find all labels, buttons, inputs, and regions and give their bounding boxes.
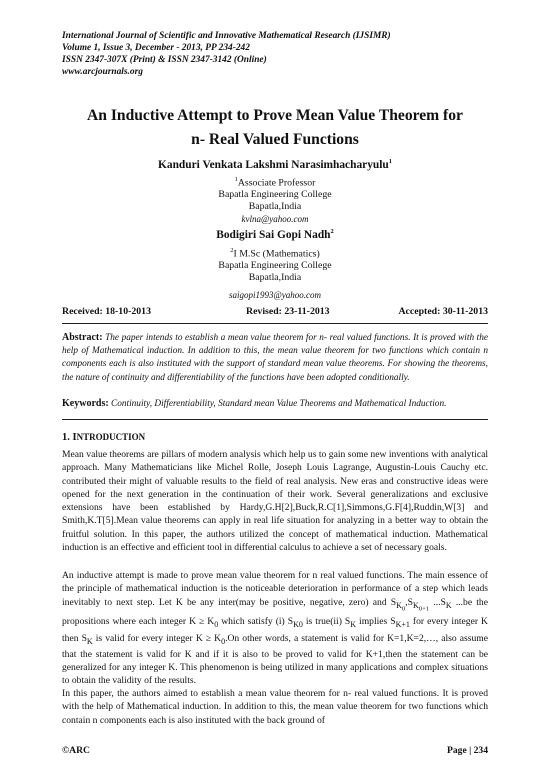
author-2-affiliation: $^2$I M.Sc (Mathematics) Bapatla Engineering College Bapatla,India <box>218 247 332 284</box>
abstract-text: The paper intends to establish a mean value theorem for n- real valued functions. It is proved with the help of Mathematical induction. In addition to this, the mean value theorem for two functions which contain n components each is also instituted with the support of standard mean value theorems. For showing the theorems, the nature of continuity and differentiability of the functions have been adopted conditionally. <box>62 333 489 383</box>
journal-issn: ISSN 2347-307X (Print) & ISSN 2347-3142 (Online) <box>62 55 267 65</box>
author-2-name: Bodigiri Sai Gopi Nadh$^2$ <box>216 228 334 241</box>
journal-url: www.arcjournals.org <box>62 67 143 77</box>
paper-title-line2: n- Real Valued Functions <box>191 131 359 148</box>
keywords-label: Keywords: <box>62 398 109 409</box>
author-2-email: saigopi1993@yahoo.com <box>228 290 322 300</box>
journal-header <box>62 30 391 78</box>
keywords <box>62 397 488 411</box>
section-heading: 1. INTRODUCTION <box>62 432 146 443</box>
footer-publisher: ©ARC <box>62 745 90 756</box>
revised-date: Revised: 23-11-2013 <box>246 306 330 317</box>
paragraph-2: An inductive attempt is made to prove mean value theorem for n real valued functions. The main essence of the principle of mathematical induction is the noticeable deterioration in performance of a step which leads inevitably to next step. Let K be any inter(may be positive, negative, zero) and $S_{K_0},S_{K_{0+1}}$ $...S_K$ ...be the propositions where each integer $K \ge K_0$ which satisfy (i) $S_{K0}$ is true(ii) $S_K$ implies $S_{K+1}$ for every integer K then $S_K$ is valid for every integer $K \ge K_0.On$ other words, a statement is valid for K=1,K=2,…, also assume that the statement is valid for K and if it is also to be proved to valid for K+1,then the statement can be generalized for any integer K. This phenomenon is being utilized in many applications and complex situations to obtain the validity of the results. <box>62 570 488 687</box>
author-1-email: kvlna@yahoo.com <box>241 214 309 225</box>
keywords-text: Continuity, Differentiability, Standard mean Value Theorems and Mathematical Induction. <box>111 399 447 409</box>
abstract <box>62 331 488 385</box>
divider-bottom <box>62 419 488 420</box>
paragraph-1: Mean value theorems are pillars of modern analysis which help us to gain some new inventions with analytical approach. Many Mathematicians like Michel Rolle, Joseph Louis Lagrange, Augustin-Louis Cauchy etc. contributed their might of valuable results to the field of real analysis. New eras and constructive ideas were opened for the next generation in the continuation of their work. Several generalizations and exclusive extensions have been established by Hardy,G.H[2],Buck,R.C[1],Simmons,G.F[4],Ruddin,W[3] and Smith,K.T[5].Mean value theorems can apply in real life situation for analyzing in a better way to obtain the fruitful solution. In this paper, the authors utilized the concept of mathematical induction. Mathematical induction is an effective and efficient tool in differential calculus to achieve a set of necessary goals. <box>62 449 488 554</box>
page-footer <box>62 745 488 756</box>
paper-title-line1: An Inductive Attempt to Prove Mean Value Theorem for <box>87 107 463 124</box>
author-1-affiliation: $^1$Associate Professor Bapatla Engineering College Bapatla,India kvlna@yahoo.com <box>62 174 488 225</box>
accepted-date: Accepted: 30-11-2013 <box>398 306 488 317</box>
author-1-name: Kanduri Venkata Lakshmi Narasimhacharyulu$^1$ <box>158 158 392 171</box>
divider-top <box>62 323 488 324</box>
journal-volume: Volume 1, Issue 3, December - 2013, PP 234-242 <box>62 43 250 53</box>
abstract-label: Abstract: <box>62 332 103 343</box>
footer-page-number: Page | 234 <box>446 745 488 756</box>
received-date: Received: 18-10-2013 <box>62 306 151 317</box>
paragraph-3: In this paper, the authors aimed to establish a mean value theorem for n- real valued functions. It is proved with the help of Mathematical induction. In addition to this, the mean value theorem for two functions which contain n components each is also instituted with the back ground of <box>62 688 488 726</box>
journal-name: International Journal of Scientific and Innovative Mathematical Research (IJSIMR) <box>62 31 391 41</box>
